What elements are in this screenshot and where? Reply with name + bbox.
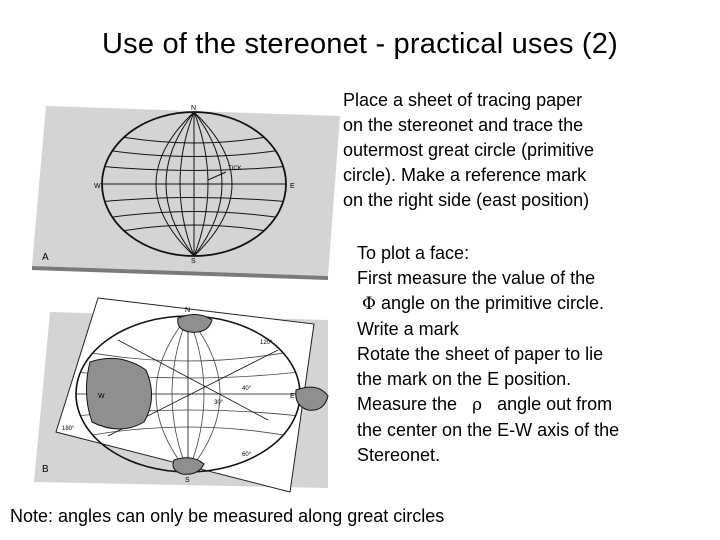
panel-a-west: W xyxy=(94,183,101,190)
panel-a-north: N xyxy=(191,105,197,112)
para2-line-9: Stereonet. xyxy=(357,445,441,465)
para2-line-5: Rotate the sheet of paper to lie xyxy=(357,344,604,364)
instruction-paragraph-1: Place a sheet of tracing paper on the stereonet and trace the outermost great circle (primitive circle). Make a reference mark on the right side (east position) xyxy=(343,90,595,210)
panel-a-south: S xyxy=(191,258,196,265)
para2-line-1: To plot a face: xyxy=(357,243,470,263)
panel-b-south: S xyxy=(185,477,190,484)
panel-b xyxy=(34,298,328,492)
rho-symbol: ρ xyxy=(472,395,483,415)
para2-line-2: First measure the value of the xyxy=(357,268,596,288)
instruction-paragraph-2 xyxy=(357,241,717,468)
panel-a-label: A xyxy=(42,252,49,263)
para2-line-7-start: Measure the xyxy=(357,394,463,414)
para2-line-8: the center on the E-W axis of the xyxy=(357,420,620,440)
panel-a-tick-label: TICK xyxy=(228,166,242,172)
panel-b-west: W xyxy=(98,393,105,400)
footnote: Note: angles can only be measured along great circles xyxy=(10,506,445,526)
para2-line-3 xyxy=(357,291,717,317)
panel-b-degree-3: 60° xyxy=(242,452,252,458)
panel-b-east: E xyxy=(290,393,295,400)
panel-a xyxy=(32,105,340,280)
para2-line-3-text: angle on the primitive circle. xyxy=(375,293,605,313)
para2-line-7-end: angle out from xyxy=(492,394,613,414)
panel-b-north: N xyxy=(185,307,191,314)
panel-a-east: E xyxy=(290,183,295,190)
panel-b-degree-1: 180° xyxy=(62,426,75,432)
panel-b-angle-b: 40° xyxy=(242,386,252,392)
phi-symbol: Φ xyxy=(362,294,376,314)
slide-title: Use of the stereonet - practical uses (2) xyxy=(102,28,618,60)
panel-b-shaded-region-west xyxy=(86,358,151,429)
panel-b-label: B xyxy=(42,464,49,475)
panel-b-angle-a: 30° xyxy=(214,400,224,406)
stereonet-figure xyxy=(28,100,340,500)
para2-line-4: Write a mark xyxy=(357,319,459,339)
para2-line-6: the mark on the E position. xyxy=(357,369,572,389)
panel-b-degree-2: 120° xyxy=(260,340,273,346)
panel-a-base xyxy=(32,106,340,276)
para2-line-7 xyxy=(357,392,717,418)
